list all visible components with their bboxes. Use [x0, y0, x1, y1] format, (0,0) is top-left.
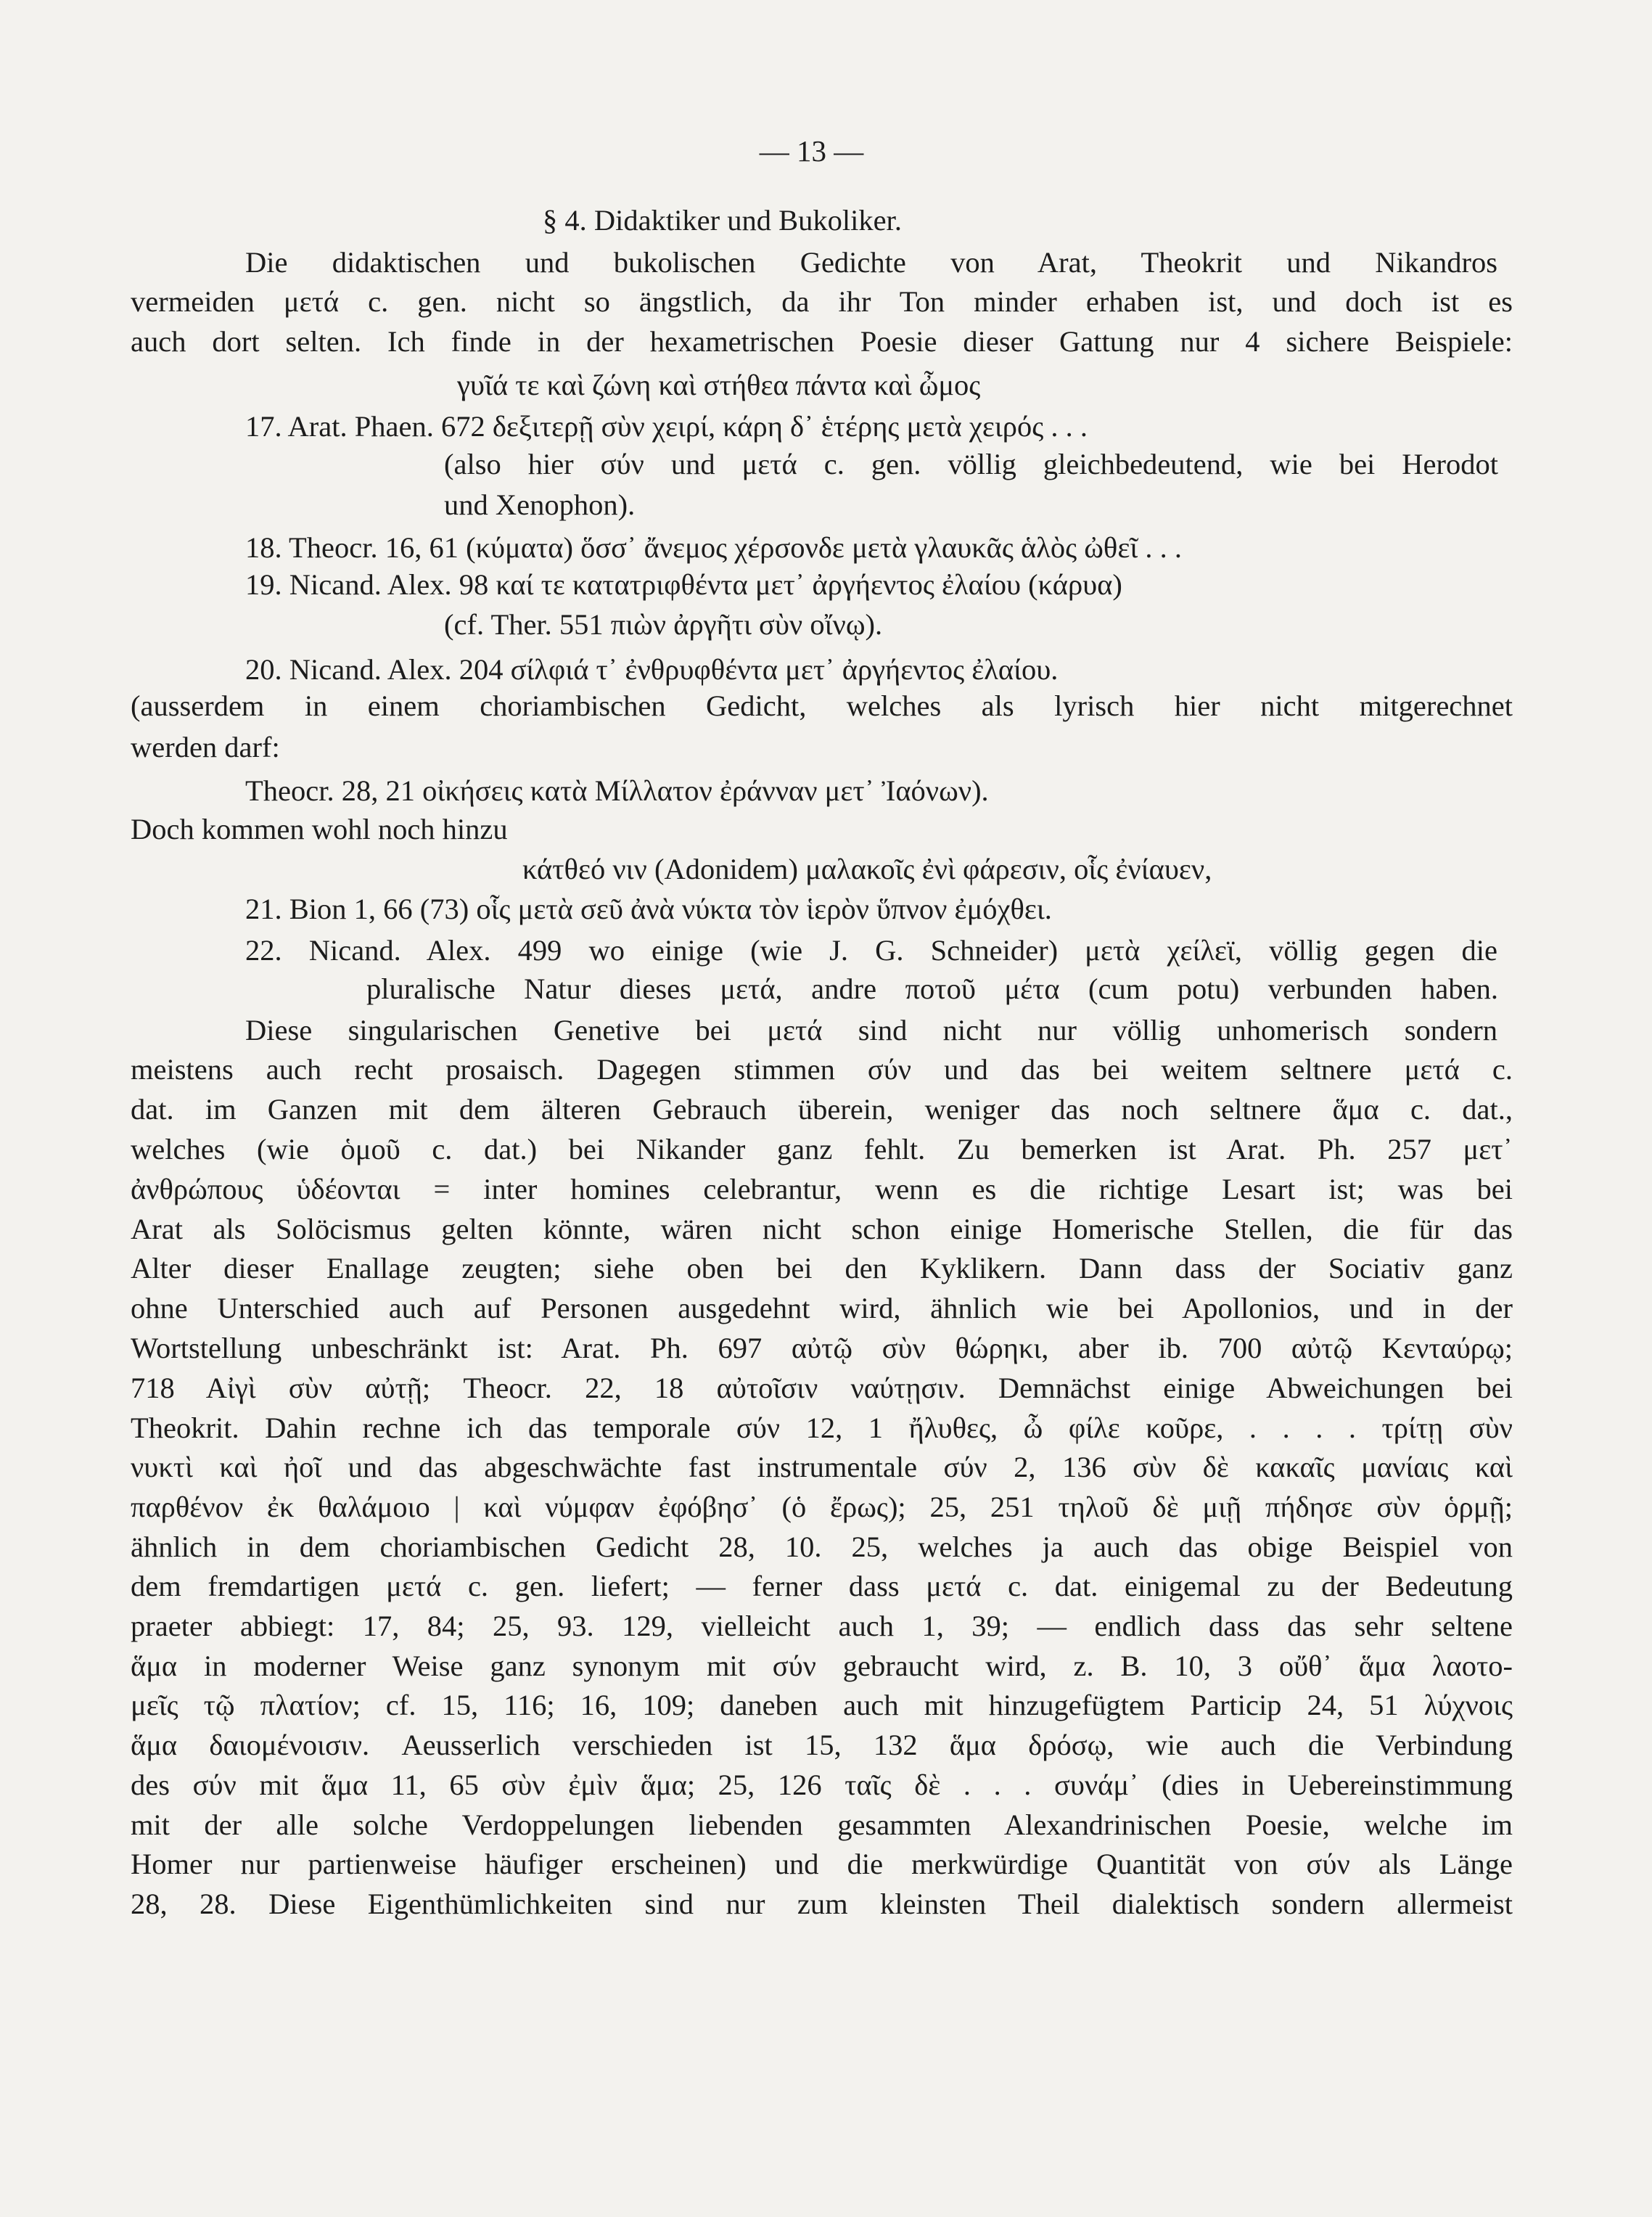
section-heading: § 4. Didaktiker und Bukoliker.	[543, 204, 902, 237]
page-number: — 13 —	[759, 134, 864, 168]
text-line: ähnlich in dem choriambischen Gedicht 28, 10. 25, welches ja auch das obige Beispiel von	[131, 1530, 1513, 1563]
text-line: und Xenophon).	[444, 488, 636, 521]
text-line: vermeiden μετά c. gen. nicht so ängstlich, da ihr Ton minder erhaben ist, und doch ist es	[131, 285, 1513, 318]
text-line: meistens auch recht prosaisch. Dagegen stimmen σύν und das bei weitem seltnere μετά c.	[131, 1053, 1513, 1086]
example-line: 17. Arat. Phaen. 672 δεξιτερῇ σὺν χειρί, κάρη δ᾽ ἑτέρης μετὰ χειρός . . .	[245, 410, 1088, 443]
quote-line: γυῖά τε καὶ ζώνη καὶ στήθεα πάντα καὶ ὦμος	[457, 369, 981, 401]
text-line: des σύν mit ἅμα 11, 65 σὺν ἐμὶν ἅμα; 25, 126 ταῖς δὲ . . . συνάμ᾽ (dies in Uebereinstimmung	[131, 1769, 1513, 1801]
text-line: Alter dieser Enallage zeugten; siehe oben bei den Kyklikern. Dann dass der Sociativ ganz	[131, 1252, 1513, 1284]
text-line: mit der alle solche Verdoppelungen liebenden gesammten Alexandrinischen Poesie, welche im	[131, 1808, 1513, 1841]
example-line: 21. Bion 1, 66 (73) οἷς μετὰ σεῦ ἀνὰ νύκτα τὸν ἱερὸν ὕπνον ἐμόχθει.	[245, 893, 1052, 925]
text-line: ἅμα δαιομένοισιν. Aeusserlich verschieden ist 15, 132 ἅμα δρόσῳ, wie auch die Verbindung	[131, 1729, 1513, 1761]
example-line: 20. Nicand. Alex. 204 σίλφιά τ᾽ ἐνθρυφθέντα μετ᾽ ἀργήεντος ἐλαίου.	[245, 653, 1059, 686]
text-line: welches (wie ὁμοῦ c. dat.) bei Nikander ganz fehlt. Zu bemerken ist Arat. Ph. 257 μετ᾽	[131, 1133, 1513, 1165]
text-line: (cf. Ther. 551 πιὼν ἀργῆτι σὺν οἴνῳ).	[444, 608, 883, 641]
text-line: ἀνθρώπους ὑδέονται = inter homines celebrantur, wenn es die richtige Lesart ist; was bei	[131, 1173, 1513, 1205]
text-line: 718 Αἰγὶ σὺν αὐτῇ; Theocr. 22, 18 αὐτοῖσιν ναύτῃσιν. Demnächst einige Abweichungen bei	[131, 1372, 1513, 1404]
text-line: νυκτὶ καὶ ἠοῖ und das abgeschwächte fast instrumentale σύν 2, 136 σὺν δὲ κακαῖς μανίαις καὶ	[131, 1451, 1513, 1483]
example-line: 18. Theocr. 16, 61 (κύματα) ὅσσ᾽ ἄνεμος χέρσονδε μετὰ γλαυκᾶς ἁλὸς ὠθεῖ . . .	[245, 531, 1182, 564]
text-line: Homer nur partienweise häufiger erscheinen) und die merkwürdige Quantität von σύν als Länge	[131, 1848, 1513, 1880]
example-line: 22. Nicand. Alex. 499 wo einige (wie J. G. Schneider) μετὰ χείλεϊ, völlig gegen die	[245, 934, 1497, 967]
text-line: παρθένον ἐκ θαλάμοιο | καὶ νύμφαν ἐφόβησ᾽ (ὁ ἔρως); 25, 251 τηλοῦ δὲ μιῇ πήδησε σὺν ὁρμῇ;	[131, 1491, 1513, 1523]
quote-line: κάτθεό νιν (Adonidem) μαλακοῖς ἐνὶ φάρεσιν, οἷς ἐνίαυεν,	[522, 853, 1212, 885]
text-line: Die didaktischen und bukolischen Gedichte von Arat, Theokrit und Nikandros	[245, 246, 1497, 279]
text-line: werden darf:	[131, 731, 280, 763]
text-line: Wortstellung unbeschränkt ist: Arat. Ph. 697 αὐτῷ σὺν θώρηκι, aber ib. 700 αὐτῷ Κενταύρῳ;	[131, 1332, 1513, 1364]
text-line: (also hier σύν und μετά c. gen. völlig gleichbedeutend, wie bei Herodot	[444, 448, 1498, 480]
text-line: ἅμα in moderner Weise ganz synonym mit σύν gebraucht wird, z. B. 10, 3 οὔθ᾽ ἅμα λαοτο-	[131, 1650, 1513, 1682]
text-line: auch dort selten. Ich finde in der hexametrischen Poesie dieser Gattung nur 4 sichere Beispiele:	[131, 325, 1513, 358]
text-line: ohne Unterschied auch auf Personen ausgedehnt wird, ähnlich wie bei Apollonios, und in der	[131, 1292, 1513, 1324]
text-line: μεῖς τῷ πλατίον; cf. 15, 116; 16, 109; daneben auch mit hinzugefügtem Particip 24, 51 λύχνοις	[131, 1689, 1513, 1721]
text-line: praeter abbiegt: 17, 84; 25, 93. 129, vielleicht auch 1, 39; — endlich dass das sehr seltene	[131, 1610, 1513, 1642]
example-line: 19. Nicand. Alex. 98 καί τε κατατριφθέντα μετ᾽ ἀργήεντος ἐλαίου (κάρυα)	[245, 568, 1122, 601]
text-line: dat. im Ganzen mit dem älteren Gebrauch überein, weniger das noch seltnere ἅμα c. dat.,	[131, 1093, 1513, 1126]
text-line: Arat als Solöcismus gelten könnte, wären nicht schon einige Homerische Stellen, die für das	[131, 1213, 1513, 1245]
text-line: Theokrit. Dahin rechne ich das temporale σύν 12, 1 ἤλυθες, ὦ φίλε κοῦρε, . . . . τρίτῃ σὺν	[131, 1411, 1513, 1444]
text-line: (ausserdem in einem choriambischen Gedicht, welches als lyrisch hier nicht mitgerechnet	[131, 689, 1513, 722]
text-line: Doch kommen wohl noch hinzu	[131, 813, 508, 845]
text-line: 28, 28. Diese Eigenthümlichkeiten sind nur zum kleinsten Theil dialektisch sondern allermeist	[131, 1888, 1513, 1920]
example-line: Theocr. 28, 21 οἰκήσεις κατὰ Μίλλατον ἐράνναν μετ᾽ Ἰαόνων).	[245, 774, 989, 807]
text-line: pluralische Natur dieses μετά, andre ποτοῦ μέτα (cum potu) verbunden haben.	[366, 972, 1498, 1005]
text-line: dem fremdartigen μετά c. gen. liefert; — ferner dass μετά c. dat. einigemal zu der Bedeutung	[131, 1570, 1513, 1602]
text-line: Diese singularischen Genetive bei μετά sind nicht nur völlig unhomerisch sondern	[245, 1014, 1497, 1046]
